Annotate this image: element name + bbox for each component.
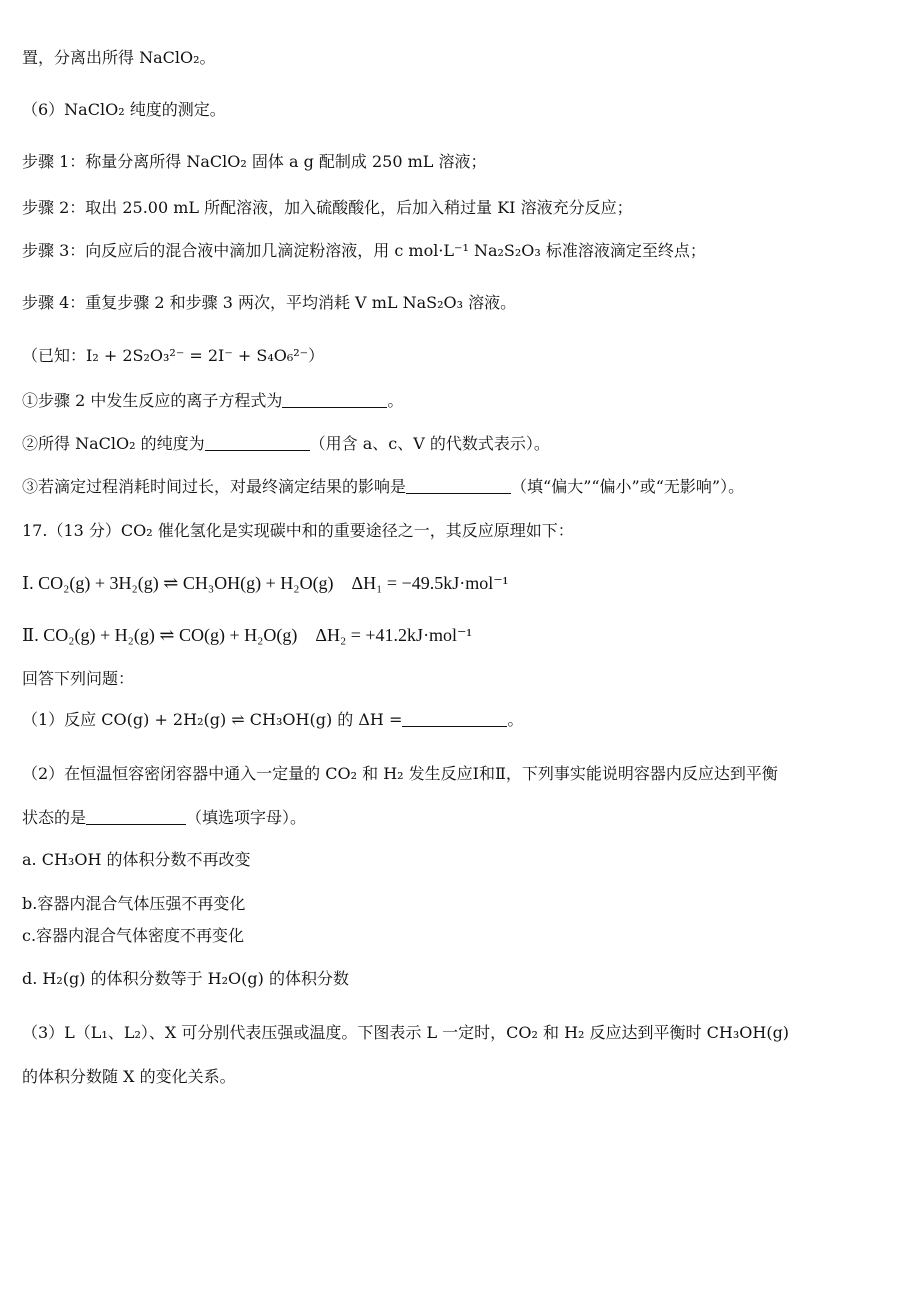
text-line-1: 置，分离出所得 NaClO₂。 [22,48,216,67]
answer-blank[interactable] [406,479,511,494]
question-17-3-cont: 的体积分数随 X 的变化关系。 [22,1067,236,1086]
step-4: 步骤 4：重复步骤 2 和步骤 3 两次，平均消耗 V mL NaS₂O₃ 溶液。 [22,293,517,312]
answer-blank[interactable] [205,436,310,451]
question-1: ①步骤 2 中发生反应的离子方程式为 。 [22,391,404,410]
step-1: 步骤 1：称量分离所得 NaClO₂ 固体 a g 配制成 250 mL 溶液； [22,152,487,171]
option-a: a. CH₃OH 的体积分数不再改变 [22,850,251,869]
question-3: ③若滴定过程消耗时间过长，对最终滴定结果的影响是 （填“偏大”“偏小”或“无影响”）。 [22,477,745,496]
reaction-2: Ⅱ. CO₂(g) + H₂(g) ⇌ CO(g) + H₂O(g) ΔH₂ = +41.2kJ·mol⁻¹ [22,625,472,645]
answer-blank[interactable] [282,393,387,408]
option-b: b.容器内混合气体压强不再变化 [22,894,246,913]
reaction-1: Ⅰ. CO₂(g) + 3H₂(g) ⇌ CH₃OH(g) + H₂O(g) ΔH₁ = −49.5kJ·mol⁻¹ [22,573,509,593]
problem-17-heading: 17.（13 分）CO₂ 催化氢化是实现碳中和的重要途径之一，其反应原理如下： [22,521,574,540]
answer-blank[interactable] [86,810,186,825]
answer-blank[interactable] [402,712,507,727]
text-line-2: （6）NaClO₂ 纯度的测定。 [22,100,226,119]
answer-prompt: 回答下列问题： [22,669,135,688]
question-2: ②所得 NaClO₂ 的纯度为 （用含 a、c、V 的代数式表示）。 [22,434,550,453]
option-d: d. H₂(g) 的体积分数等于 H₂O(g) 的体积分数 [22,969,349,988]
question-17-3: （3）L（L₁、L₂）、X 可分别代表压强或温度。下图表示 L 一定时，CO₂ 和 H₂ 反应达到平衡时 CH₃OH(g) [22,1023,790,1042]
question-17-1: （1）反应 CO(g) + 2H₂(g) ⇌ CH₃OH(g) 的 ΔH = 。 [22,710,524,729]
question-17-2-cont: 状态的是 （填选项字母）。 [22,808,307,827]
step-2: 步骤 2：取出 25.00 mL 所配溶液，加入硫酸酸化，后加入稍过量 KI 溶液充分反应； [22,198,633,217]
option-c: c.容器内混合气体密度不再变化 [22,926,245,945]
known-equation: （已知：I₂ + 2S₂O₃²⁻ = 2I⁻ + S₄O₆²⁻） [22,346,325,365]
step-3: 步骤 3：向反应后的混合液中滴加几滴淀粉溶液，用 c mol·L⁻¹ Na₂S₂O₃ 标准溶液滴定至终点； [22,241,706,260]
question-17-2: （2）在恒温恒容密闭容器中通入一定量的 CO₂ 和 H₂ 发生反应Ⅰ和Ⅱ，下列事实能说明容器内反应达到平衡 [22,764,778,783]
